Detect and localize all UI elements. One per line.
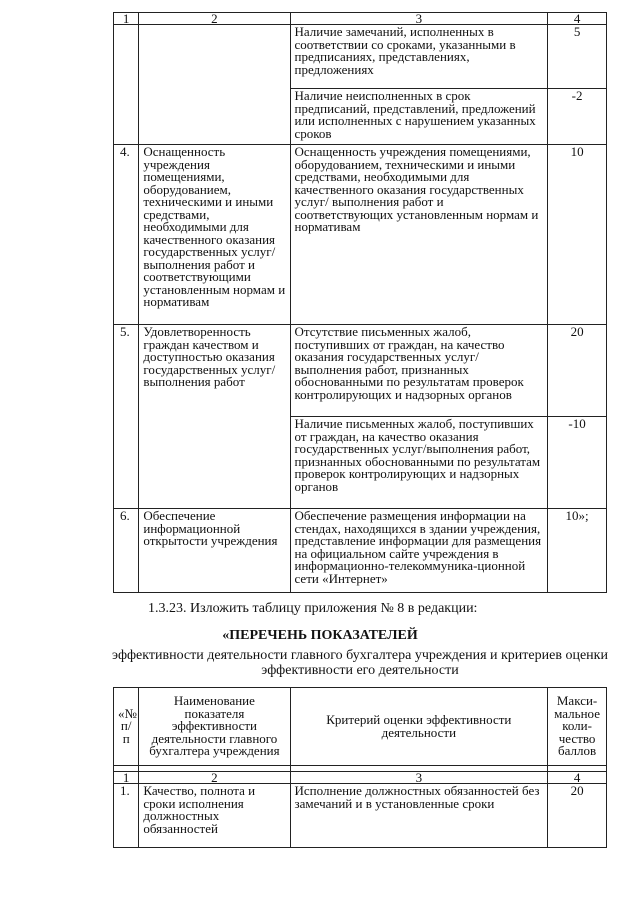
criterion: Наличие замечаний, исполненных в соответствии со сроками, указанными в предписаниях, представлениях, предложениях [290, 25, 548, 89]
table-row [114, 145, 607, 325]
criterion: Наличие письменных жалоб, поступивших от граждан, на качество оказания государственных услуг/выполнения работ, признанных обоснованными по результатам проверок контролирующих и надзорных органов [290, 417, 548, 509]
row-number: 1. [114, 784, 139, 848]
row-number: 6. [114, 509, 139, 593]
score: -10 [548, 417, 607, 509]
indicator-name: Обеспечение информационной открытости учреждения [139, 509, 290, 593]
table-row [114, 25, 607, 89]
criterion: Исполнение должностных обязанностей без замечаний и в установленные сроки [290, 784, 548, 848]
indicator-name: Оснащенность учреждения помещениями, оборудованием, техническими и иными средствами, необходимыми для качественного оказания государственных услуг/ выполнения работ и соответствующими установленным нормам и нормативам [139, 145, 290, 325]
table-row [114, 325, 607, 417]
header-row [114, 688, 607, 766]
criterion: Наличие неисполненных в срок предписаний, представлений, предложений или исполненных с нарушением указанных сроков [290, 89, 548, 145]
col-number: 4 [548, 13, 607, 25]
header-indicator: Наименование показателя эффективности деятельности главного бухгалтера учреждения [139, 688, 290, 766]
row-number: 5. [114, 325, 139, 509]
score: 5 [548, 25, 607, 89]
row-number: 4. [114, 145, 139, 325]
document-subtitle: эффективности деятельности главного бухгалтера учреждения и критериев оценки эффективности его деятельности [112, 648, 608, 678]
criterion: Обеспечение размещения информации на стендах, находящихся в здании учреждения, представление информации для размещения на официальном сайте учреждения в информационно-телекоммуника-ционной сети «Интернет» [290, 509, 548, 593]
criterion: Отсутствие письменных жалоб, поступивших от граждан, на качество оказания государственных услуг/выполнения работ, признанных обоснованными по результатам проверок контролирующих и надзорных органов [290, 325, 548, 417]
header-number: «№ п/п [114, 688, 139, 766]
score: 10 [548, 145, 607, 325]
col-number: 3 [290, 772, 548, 784]
header-max-score: Макси-мальное коли-чество баллов [548, 688, 607, 766]
subsection-instruction: 1.3.23. Изложить таблицу приложения № 8 в редакции: [148, 601, 478, 616]
col-number: 2 [139, 13, 290, 25]
chief-accountant-criteria-table [113, 687, 607, 848]
col-number: 1 [114, 13, 139, 25]
indicator-name: Удовлетворенность граждан качеством и доступностью оказания государственных услуг/выполнения работ [139, 325, 290, 509]
score: 20 [548, 325, 607, 417]
score: 20 [548, 784, 607, 848]
score: -2 [548, 89, 607, 145]
table-row [114, 784, 607, 848]
col-number: 2 [139, 772, 290, 784]
criterion: Оснащенность учреждения помещениями, оборудованием, техническими и иными средствами, необходимыми для качественного оказания государственных услуг/ выполнения работ и соответствующих установленным нормам и нормативам [290, 145, 548, 325]
criteria-table-continued [113, 12, 607, 593]
column-number-row [114, 13, 607, 25]
document-title: «ПЕРЕЧЕНЬ ПОКАЗАТЕЛЕЙ [222, 628, 418, 643]
indicator-name [139, 25, 290, 145]
col-number: 1 [114, 772, 139, 784]
col-number: 4 [548, 772, 607, 784]
row-number [114, 25, 139, 145]
col-number: 3 [290, 13, 548, 25]
header-criterion: Критерий оценки эффективности деятельности [290, 688, 548, 766]
indicator-name: Качество, полнота и сроки исполнения должностных обязанностей [139, 784, 290, 848]
column-number-row [114, 772, 607, 784]
table-row [114, 509, 607, 593]
score: 10»; [548, 509, 607, 593]
